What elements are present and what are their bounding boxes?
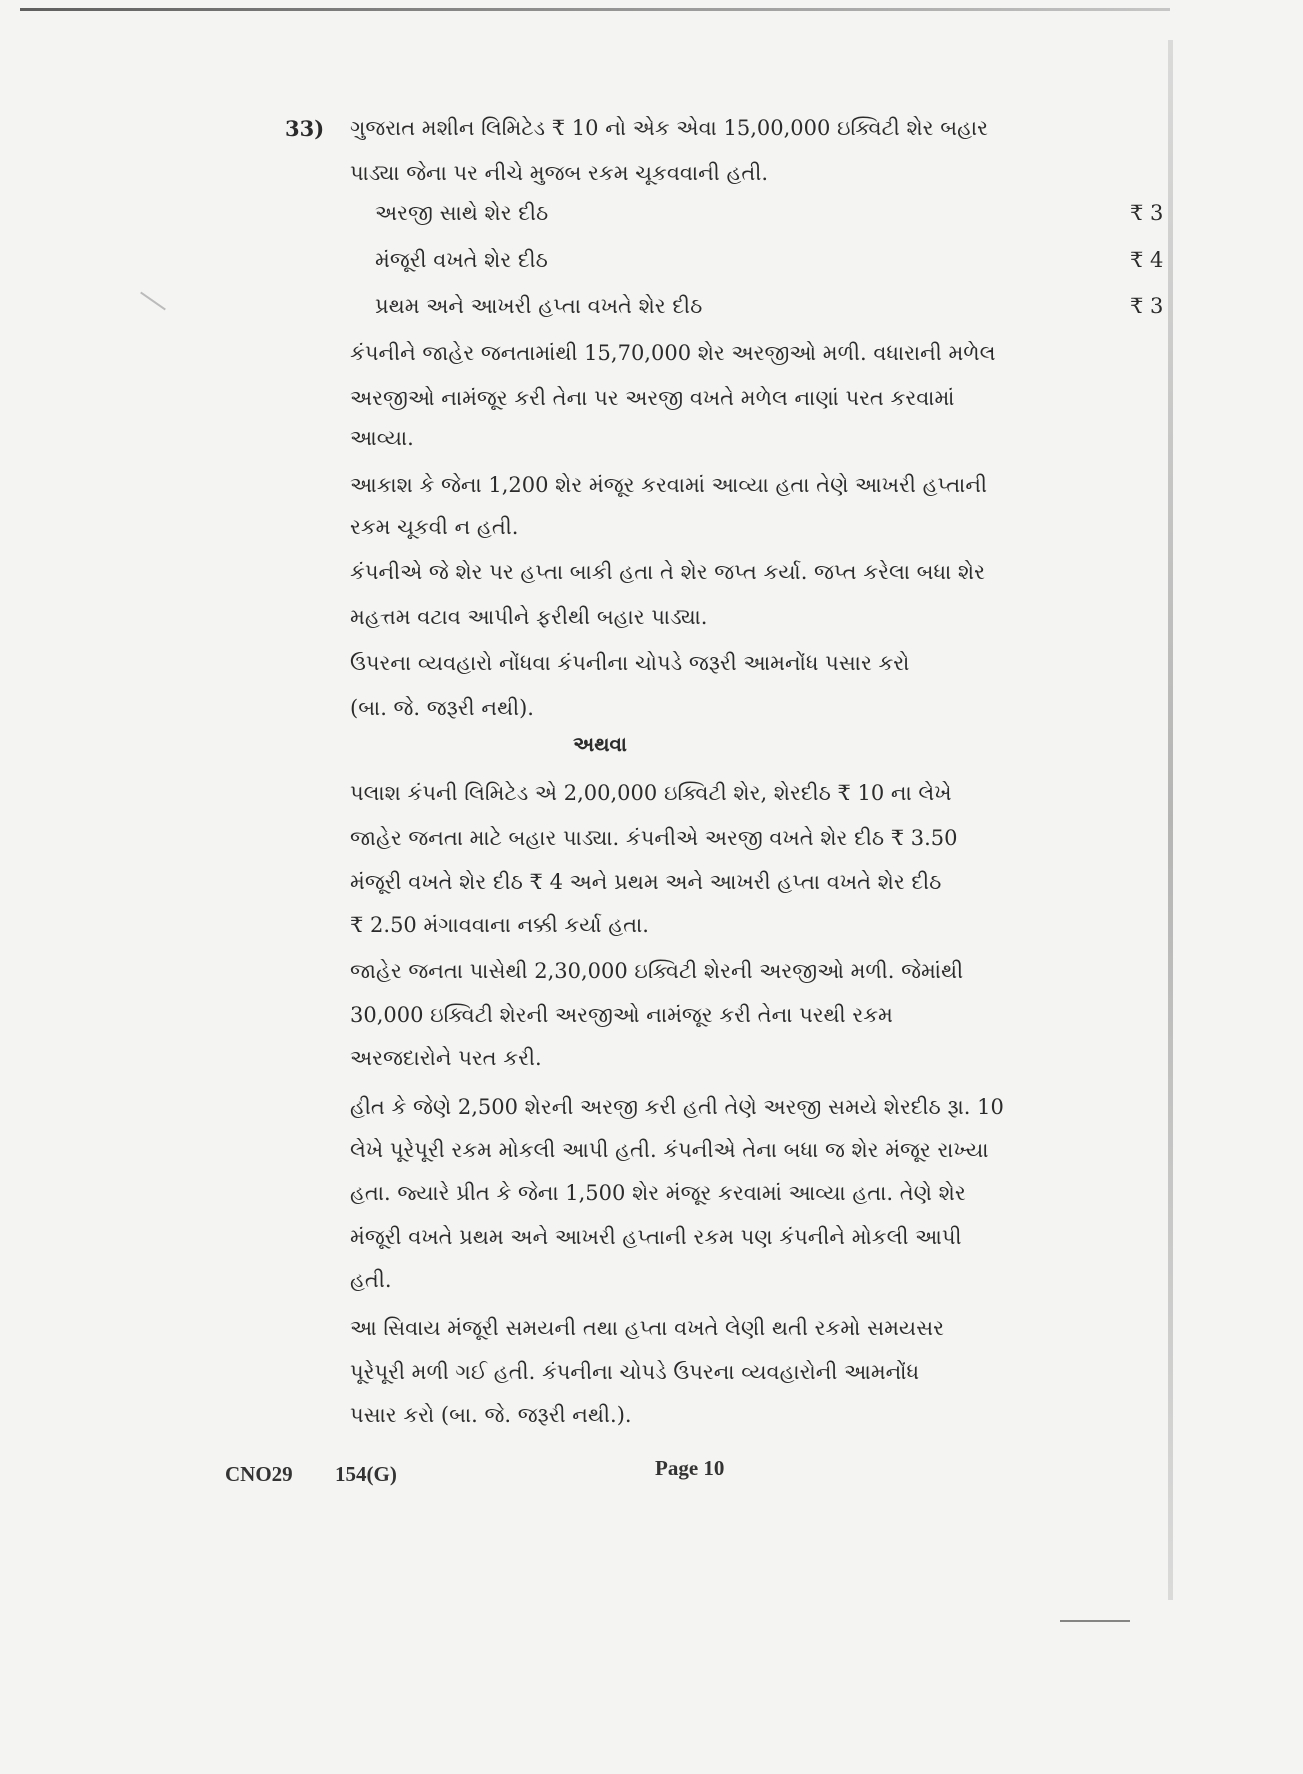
text-line: ગુજરાત મશીન લિમિટેડ ₹ 10 નો એક એવા 15,00,000 ઇક્વિટી શેર બહાર [350, 116, 989, 140]
text-line: આકાશ કે જેના 1,200 શેર મંજૂર કરવામાં આવ્યા હતા તેણે આખરી હપ્તાની [350, 473, 987, 497]
scan-mark [140, 292, 166, 311]
schedule-amount: ₹ 4 [1130, 248, 1164, 272]
exam-code: CNO29 [225, 1462, 293, 1486]
text-line: હીત કે જેણે 2,500 શેરની અરજી કરી હતી તેણે અરજી સમયે શેરદીઠ રૂા. 10 [350, 1095, 1004, 1119]
text-line: 30,000 ઇક્વિટી શેરની અરજીઓ નામંજૂર કરી તેના પરથી રકમ [350, 1003, 893, 1027]
text-line: અરજદારોને પરત કરી. [350, 1046, 542, 1070]
text-line: મંજૂરી વખતે પ્રથમ અને આખરી હપ્તાની રકમ પણ કંપનીને મોકલી આપી [350, 1225, 962, 1249]
text-line: કંપનીને જાહેર જનતામાંથી 15,70,000 શેર અરજીઓ મળી. વધારાની મળેલ [350, 341, 996, 365]
page-number: Page 10 [655, 1456, 725, 1480]
or-divider: અથવા [573, 732, 627, 756]
paper-code: 154(G) [335, 1462, 397, 1486]
schedule-row [375, 245, 1164, 275]
text-line: અરજીઓ નામંજૂર કરી તેના પર અરજી વખતે મળેલ નાણાં પરત કરવામાં [350, 386, 955, 410]
schedule-label: અરજી સાથે શેર દીઠ [375, 201, 549, 225]
text-line: જાહેર જનતા માટે બહાર પાડ્યા. કંપનીએ અરજી વખતે શેર દીઠ ₹ 3.50 [350, 826, 958, 850]
question-number: 33) [285, 116, 325, 141]
text-line: જાહેર જનતા પાસેથી 2,30,000 ઇક્વિટી શેરની અરજીઓ મળી. જેમાંથી [350, 959, 964, 983]
text-line: ₹ 2.50 મંગાવવાના નક્કી કર્યા હતા. [350, 913, 649, 937]
text-line: (બા. જે. જરૂરી નથી). [350, 696, 534, 720]
text-line: ઉપરના વ્યવહારો નોંધવા કંપનીના ચોપડે જરૂરી આમનોંધ પસાર કરો [350, 651, 910, 675]
schedule-label: મંજૂરી વખતે શેર દીઠ [375, 248, 548, 272]
text-line: પૂરેપૂરી મળી ગઈ હતી. કંપનીના ચોપડે ઉપરના વ્યવહારોની આમનોંધ [350, 1360, 920, 1384]
text-line: હતા. જ્યારે પ્રીત કે જેના 1,500 શેર મંજૂર કરવામાં આવ્યા હતા. તેણે શેર [350, 1181, 966, 1205]
text-line: મંજૂરી વખતે શેર દીઠ ₹ 4 અને પ્રથમ અને આખરી હપ્તા વખતે શેર દીઠ [350, 870, 942, 894]
text-line: આ સિવાય મંજૂરી સમયની તથા હપ્તા વખતે લેણી થતી રકમો સમયસર [350, 1316, 944, 1340]
text-line: પલાશ કંપની લિમિટેડ એ 2,00,000 ઇક્વિટી શેર, શેરદીઠ ₹ 10 ના લેખે [350, 781, 952, 805]
schedule-label: પ્રથમ અને આખરી હપ્તા વખતે શેર દીઠ [375, 294, 703, 318]
text-line: હતી. [350, 1268, 392, 1292]
schedule-row [375, 198, 1164, 228]
text-line: પસાર કરો (બા. જે. જરૂરી નથી.). [350, 1403, 632, 1427]
scan-edge-top [20, 8, 1170, 11]
text-line: પાડ્યા જેના પર નીચે મુજબ રકમ ચૂકવવાની હતી. [350, 161, 769, 185]
text-line: મહત્તમ વટાવ આપીને ફરીથી બહાર પાડ્યા. [350, 605, 708, 629]
text-line: લેખે પૂરેપૂરી રકમ મોકલી આપી હતી. કંપનીએ તેના બધા જ શેર મંજૂર રાખ્યા [350, 1138, 989, 1162]
schedule-amount: ₹ 3 [1130, 294, 1164, 318]
text-line: રકમ ચૂકવી ન હતી. [350, 515, 519, 539]
scan-edge-right [1168, 40, 1173, 1600]
text-line: આવ્યા. [350, 426, 414, 450]
text-line: કંપનીએ જે શેર પર હપ્તા બાકી હતા તે શેર જપ્ત કર્યા. જપ્ત કરેલા બધા શેર [350, 560, 985, 584]
schedule-amount: ₹ 3 [1130, 201, 1164, 225]
scan-mark [1060, 1620, 1130, 1622]
schedule-row [375, 291, 1164, 321]
